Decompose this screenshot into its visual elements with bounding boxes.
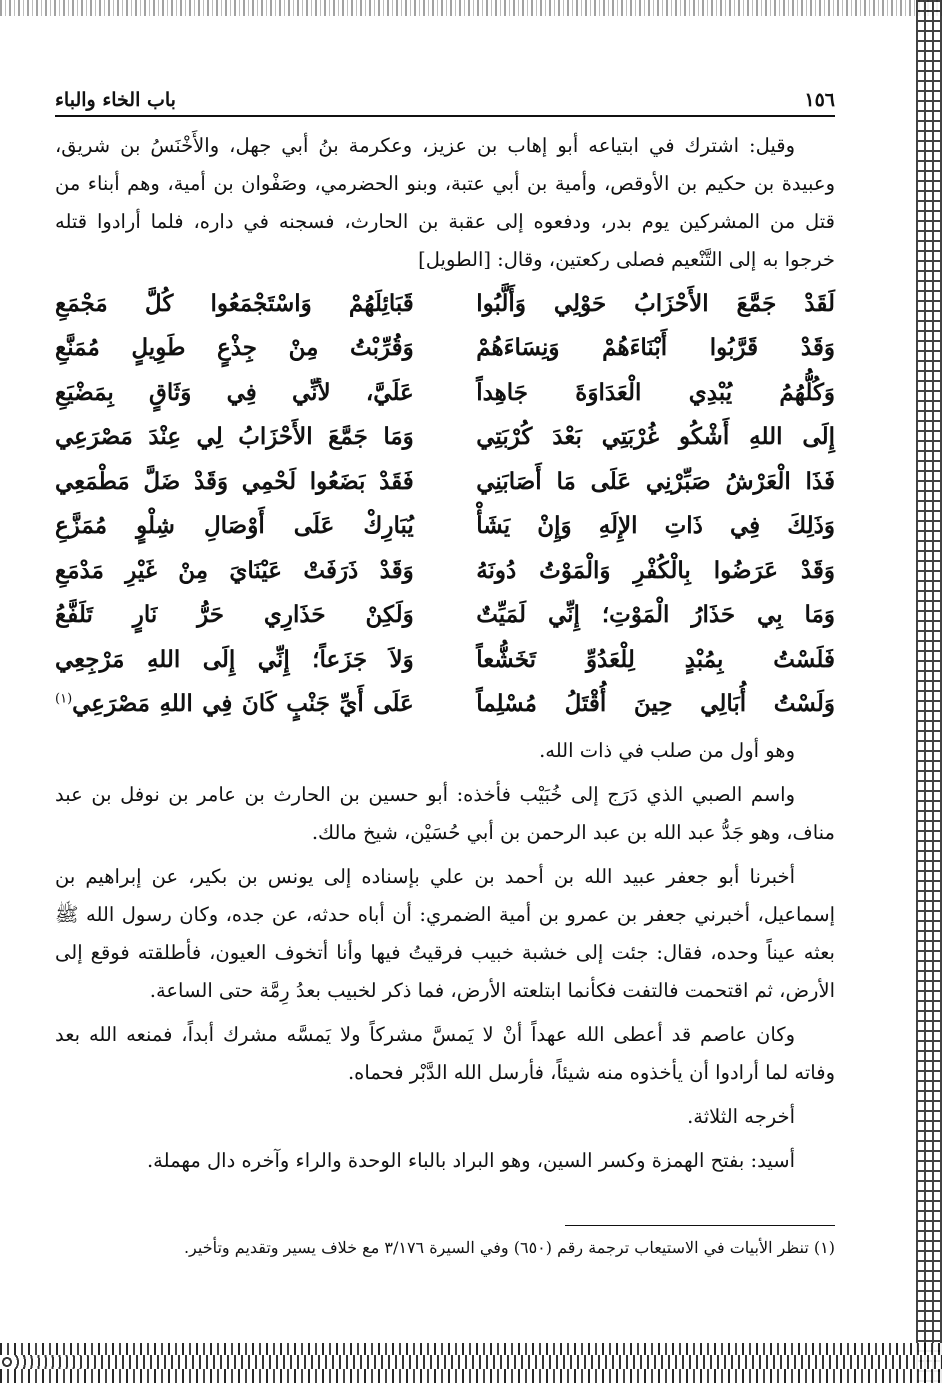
verse-second-hemistich: وَقَدْ ذَرَفَتْ عَيْنَايَ مِنْ غَيْرِ مَدْمَعِ <box>55 556 414 584</box>
paragraph: أسيد: بفتح الهمزة وكسر السين، وهو البراد بالباء الوحدة والراء وآخره دال مهملة. <box>146 1149 795 1172</box>
poem-verse <box>55 637 835 682</box>
verse-second-hemistich: وَمَا جَمَّعَ الأَحْزَابُ لِي عِنْدَ مَصْرَعِي <box>55 423 414 451</box>
paragraph: أخرجه الثلاثة. <box>687 1105 795 1128</box>
verse-second-hemistich: قَبَائِلَهُمْ وَاسْتَجْمَعُوا كُلَّ مَجْمَعِ <box>55 289 414 317</box>
poem-verse <box>55 459 835 504</box>
paragraph: وكان عاصم قد أعطى الله عهداً أنْ لا يَمسَّ مشركاً ولا يَمسَّه مشرك أبداً، فمنعه الله بعد وفاته لما أرادوا أن يأخذوه منه شيئاً، فأرسل الله الدَّبْر فحماه. <box>55 1023 835 1084</box>
poem-verse <box>55 281 835 326</box>
footnote-marker: (١) <box>55 691 73 707</box>
verse-first-hemistich: وَقَدْ قَرَّبُوا أَبْنَاءَهُمْ وَنِسَاءَهُمْ <box>476 334 835 362</box>
top-border-ornament <box>0 0 942 16</box>
page-body <box>55 127 835 1180</box>
verse-second-hemistich: يُبَارِكْ عَلَى أَوْصَالِ شِلْوٍ مُمَزَّعِ <box>55 512 414 540</box>
paragraph: واسم الصبي الذي دَرَج إلى خُبَيْب فأخذه: أبو حسين بن الحارث بن عامر بن نوفل بن عبد مناف، وهو جَدُّ عبد الله بن عبد الرحمن بن أبي حُسَيْن، شيخ مالك. <box>55 783 835 844</box>
poem-verse <box>55 593 835 638</box>
poem-verse <box>55 415 835 460</box>
verse-text: عَلَى أَيِّ جَنْبٍ كَانَ فِي اللهِ مَصْرَعِي <box>72 690 414 718</box>
verse-first-hemistich: وَقَدْ عَرَضُوا بِالْكُفْرِ وَالْمَوْتُ دُونَهُ <box>476 556 835 584</box>
poem-verse <box>55 504 835 549</box>
right-border-ornament <box>916 0 942 1383</box>
paragraph: أخبرنا أبو جعفر عبيد الله بن أحمد بن علي بإسناده إلى يونس بن بكير، عن إبراهيم بن إسماعيل، أخبرني جعفر بن عمرو بن أمية الضمري: أن أباه حدثه، عن جده، وكان رسول الله ﷺ بعثه عيناً وحده، فقال: جئت إلى خشبة خبيب فرقيتُ فيها وأنا أتخوف العيون، فأطلقته فوقع إلى الأرض، ثم اقتحمت فالتفت فكأنما ابتلعته الأرض، فما ذكر لخبيب بعدُ رِمَّة حتى الساعة. <box>55 865 835 1002</box>
poem-verse <box>55 548 835 593</box>
footnote: (١) تنظر الأبيات في الاستيعاب ترجمة رقم (٦٥٠) وفي السيرة ٣/١٧٦ مع خلاف يسير وتقديم وتأخير. <box>183 1238 835 1257</box>
chapter-title: باب الخاء والباء <box>55 89 176 111</box>
paragraph: وهو أول من صلب في ذات الله. <box>539 739 795 762</box>
verse-second-hemistich <box>55 690 414 717</box>
verse-second-hemistich: عَلَيَّ، لأنِّي فِي وَثَاقٍ بِمَضْيَعِ <box>55 378 414 406</box>
page-number: ١٥٦ <box>804 89 835 111</box>
verse-first-hemistich: إِلَى اللهِ أَشْكُو غُرْبَتِي بَعْدَ كُرْبَتِي <box>476 423 835 451</box>
poem <box>55 281 835 726</box>
footnote-separator <box>565 1225 835 1226</box>
verse-second-hemistich: وَلَكِنْ حَذَارِي حَرُّ نَارٍ تَلَفَّعُ <box>55 601 414 629</box>
poem-verse <box>55 370 835 415</box>
verse-first-hemistich: فَذَا الْعَرْشُ صَبِّرْنِي عَلَى مَا أَصَابَنِي <box>476 467 835 495</box>
verse-first-hemistich: وَمَا بِي حَذَارُ الْمَوْتِ؛ إِنِّي لَمَيِّتٌ <box>476 601 835 629</box>
verse-first-hemistich: لَقَدْ جَمَّعَ الأَحْزَابُ حَوْلِي وَأَلَّبُوا <box>476 289 835 317</box>
verse-first-hemistich: وَكُلُّهُمُ يُبْدِي الْعَدَاوَةَ جَاهِداً <box>476 378 835 406</box>
page-header <box>55 75 835 117</box>
verse-first-hemistich: فَلَسْتُ بِمُبْدٍ لِلْعَدُوِّ تَخَشُّعاً <box>476 645 835 673</box>
poem-verse <box>55 326 835 371</box>
verse-second-hemistich: وَقُرِّبْتُ مِنْ جِذْعٍ طَوِيلٍ مُمَنَّعِ <box>55 334 414 362</box>
bottom-border-ornament <box>0 1343 942 1383</box>
verse-second-hemistich: وَلاَ جَزَعاً؛ إِنِّي إِلَى اللهِ مَرْجِعِي <box>55 645 414 673</box>
book-page <box>55 75 835 1295</box>
verse-first-hemistich: وَلَسْتُ أُبَالِي حِينَ أُقْتَلُ مُسْلِماً <box>476 690 835 718</box>
poem-verse <box>55 682 835 727</box>
verse-second-hemistich: فَقَدْ بَضَعُوا لَحْمِي وَقَدْ ضَلَّ مَطْمَعِي <box>55 467 414 495</box>
verse-first-hemistich: وَذَلِكَ فِي ذَاتِ الإِلَهِ وَإِنْ يَشَأْ <box>476 512 835 540</box>
intro-paragraph: وقيل: اشترك في ابتياعه أبو إهاب بن عزيز، وعكرمة بنُ أبي جهل، والأَخْنَسُ بن شريق، وعبيدة بن حكيم بن الأوقص، وأمية بن أبي عتبة، وبنو الحضرمي، وصَفْوان بن أمية، وهم أبناء من قتل من المشركين يوم بدر، ودفعوه إلى عقبة بن الحارث، فسجنه في داره، فلما أرادوا قتله خرجوا به إلى التَّنْعيم فصلى ركعتين، وقال: [الطويل] <box>55 134 835 271</box>
